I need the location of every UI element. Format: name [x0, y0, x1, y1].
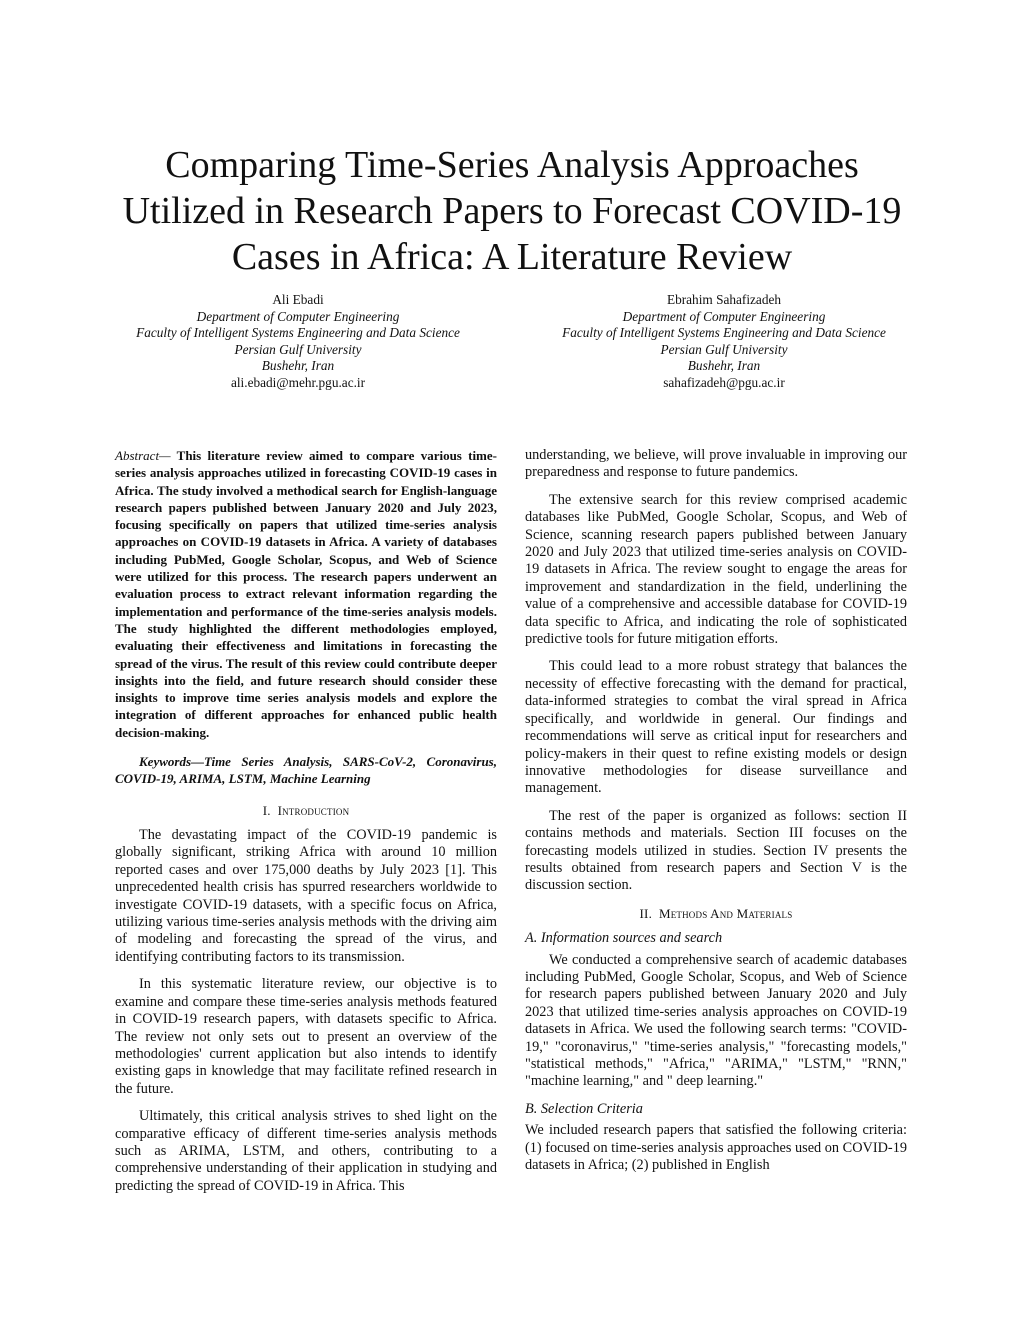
title-line-2: Utilized in Research Papers to Forecast COVID-19 — [122, 190, 902, 232]
paragraph: We conducted a comprehensive search of academic databases including PubMed, Google Scholar, Scopus, and Web of Science for research papers published between January 2020 and July 2023 that utilized time-series analysis approaches on COVID-19 datasets in Africa. We used the following search terms: "COVID-19," "coronavirus," "time-series analysis," "forecasting models," "statistical methods," "Africa," "ARIMA," "LSTM," "RNN," "machine learning," and " deep learning." — [525, 951, 907, 1090]
keywords-label: Keywords— — [139, 754, 204, 770]
author-department: Department of Computer Engineering — [196, 308, 400, 324]
paragraph: This could lead to a more robust strategy that balances the necessity of effective forecasting with the demand for practical, data-informed strategies to combat the viral spread in Africa specifically, and worldwide in general. Our findings and recommendations will serve as critical input for researchers and policy-makers in their quest to refine existing models or design innovative methodologies for disease surveillance and management. — [525, 658, 907, 797]
author-name: Ebrahim Sahafizadeh — [666, 292, 782, 307]
author-name: Ali Ebadi — [272, 292, 324, 307]
paragraph: Ultimately, this critical analysis strives to shed light on the comparative efficacy of different time-series analysis methods such as ARIMA, LSTM, and others, contributing to a comprehensive understanding of their application in studying and predicting the spread of COVID-19 in Africa. This — [115, 1108, 497, 1194]
abstract-label: Abstract— — [115, 448, 171, 463]
section-title: Introduction — [277, 802, 350, 818]
author-university: Persian Gulf University — [234, 341, 362, 357]
right-column — [525, 447, 907, 1184]
keywords — [115, 753, 497, 788]
abstract-text: This literature review aimed to compare various time-series analysis approaches utilized in forecasting COVID-19 cases in Africa. The study involved a methodical search for English-language research papers published between January 2020 and July 2023, focusing specifically on papers that utilized time-series analysis approaches on COVID-19 datasets in Africa. A variety of databases including PubMed, Google Scholar, Scopus, and Web of Science were utilized for this process. The research papers underwent an evaluation process to extract relevant information regarding the implementation and performance of the time-series analysis models. The study highlighted the different methodologies employed, evaluating their effectiveness and limitations in forecasting the spread of the virus. The result of this review could contribute deeper insights into the field, and future research should consider these insights to improve time series analysis models and explore the integration of different approaches for enhanced public health decision-making. — [115, 448, 497, 740]
author-location: Bushehr, Iran — [261, 358, 335, 374]
left-column — [115, 447, 497, 1205]
section-title: Methods And Materials — [658, 905, 793, 921]
paragraph: We included research papers that satisfied the following criteria: (1) focused on time-series analysis approaches used on COVID-19 datasets in Africa; (2) published in English — [525, 1122, 907, 1174]
author-faculty: Faculty of Intelligent Systems Engineering and Data Science — [136, 325, 460, 341]
paragraph: The extensive search for this review comprised academic databases like PubMed, Google Scholar, Scopus, and Web of Science, scanning research papers published between January 2020 and July 2023 that utilized time-series analysis on COVID-19 datasets in Africa. The review sought to engage the areas for improvement and standardization in the field, underlining the value of a comprehensive and accessible database for COVID-19 data specific to Africa, and indicating the role of sophisticated predictive tools for future mitigation efforts. — [525, 491, 907, 648]
author-block-1 — [88, 292, 508, 392]
section-heading-introduction — [115, 802, 497, 819]
author-department: Department of Computer Engineering — [622, 308, 826, 324]
author-block-2 — [514, 292, 934, 392]
subsection-heading-b: B. Selection Criteria — [525, 1100, 643, 1117]
keywords-text: Time Series Analysis, SARS-CoV-2, Coronavirus, COVID-19, ARIMA, LSTM, Machine Learning — [115, 754, 497, 787]
subsection-heading-a: A. Information sources and search — [525, 930, 723, 947]
section-numeral: I. — [262, 802, 271, 818]
section-heading-methods — [525, 905, 907, 922]
abstract — [115, 447, 497, 741]
title-line-3: Cases in Africa: A Literature Review — [231, 236, 793, 278]
author-email: ali.ebadi@mehr.pgu.ac.ir — [230, 374, 366, 390]
paragraph: In this systematic literature review, our objective is to examine and compare these time-series analysis methods featured in COVID-19 research papers, with datasets specific to Africa. The review not only sets out to present an overview of the methodologies' current application but also intends to identify existing gaps in knowledge that may facilitate refined research in the future. — [115, 976, 497, 1097]
author-email: sahafizadeh@pgu.ac.ir — [663, 374, 785, 390]
title-line-1: Comparing Time-Series Analysis Approaches — [165, 144, 859, 186]
paragraph: The rest of the paper is organized as follows: section II contains methods and materials. Section III focuses on the forecasting models utilized in studies. Section IV presents the results obtained from research papers and Section V is the discussion section. — [525, 807, 907, 894]
author-university: Persian Gulf University — [660, 341, 788, 357]
author-faculty: Faculty of Intelligent Systems Engineering and Data Science — [562, 325, 886, 341]
paragraph: The devastating impact of the COVID-19 pandemic is globally significant, striking Africa with around 10 million reported cases and over 175,000 deaths by July 2023 [1]. This unprecedented health crisis has spurred researchers worldwide to investigate COVID-19 datasets, with a specific focus on Africa, utilizing various time-series analysis methods with the driving aim of modeling and forecasting the spread of the virus, and identifying contributing factors to its transmission. — [115, 827, 497, 965]
author-location: Bushehr, Iran — [687, 358, 761, 374]
paper-title — [80, 142, 944, 280]
paragraph: understanding, we believe, will prove invaluable in improving our preparedness and response to future pandemics. — [525, 447, 907, 481]
section-numeral: II. — [639, 905, 653, 921]
